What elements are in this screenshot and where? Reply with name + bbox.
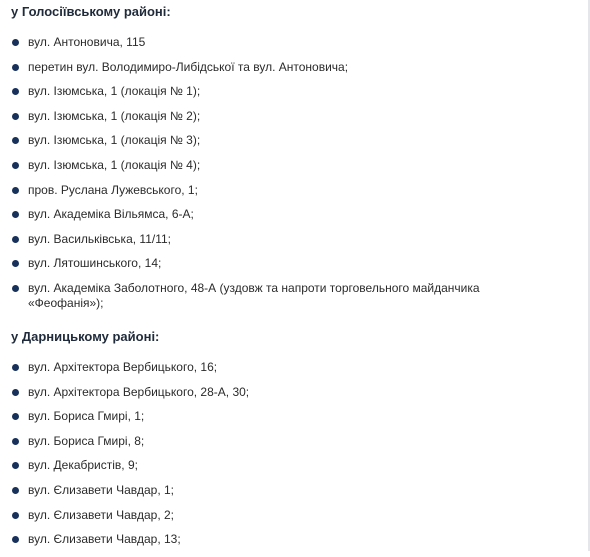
list-item <box>0 207 588 232</box>
list-item <box>0 508 588 533</box>
list-item <box>0 532 588 557</box>
bullet-icon <box>12 536 19 543</box>
address-text: пров. Руслана Лужевського, 1; <box>28 182 198 197</box>
list-item <box>0 434 588 459</box>
bullet-icon <box>12 285 19 292</box>
bullet-icon <box>12 512 19 519</box>
address-text: вул. Архітектора Вербицького, 28-А, 30; <box>28 384 250 399</box>
address-text: вул. Ізюмська, 1 (локація № 2); <box>28 108 201 123</box>
bullet-icon <box>12 389 19 396</box>
list-item <box>0 409 588 434</box>
address-text: вул. Архітектора Вербицького, 16; <box>28 360 218 374</box>
bullet-icon <box>12 137 19 144</box>
address-text: вул. Бориса Гмирі, 8; <box>28 433 145 448</box>
bullet-icon <box>12 364 19 371</box>
bullet-icon <box>12 462 19 469</box>
bullet-icon <box>12 39 19 46</box>
address-text: вул. Антоновича, 115 <box>28 35 146 49</box>
address-text: вул. Лятошинського, 14; <box>28 256 162 271</box>
list-item <box>0 360 588 385</box>
address-text: вул. Бориса Гмирі, 1; <box>28 409 145 424</box>
bullet-icon <box>12 187 19 194</box>
address-text: вул. Васильківська, 11/11; <box>28 231 171 246</box>
address-text: вул. Єлизавети Чавдар, 1; <box>28 482 175 497</box>
list-item <box>0 458 588 483</box>
list-item <box>0 256 588 281</box>
bullet-icon <box>12 88 19 95</box>
list-item <box>0 158 588 183</box>
district-heading-holosiivskyi: у Голосіївському районі: <box>11 4 171 19</box>
address-text: вул. Ізюмська, 1 (локація № 1); <box>28 84 201 99</box>
list-item <box>0 35 588 60</box>
list-item <box>0 133 588 158</box>
address-text: вул. Ізюмська, 1 (локація № 3); <box>28 133 201 148</box>
address-text: вул. Ізюмська, 1 (локація № 4); <box>28 157 201 172</box>
address-text: вул. Академіка Вільямса, 6-А; <box>28 207 194 222</box>
list-item <box>0 232 588 257</box>
bullet-icon <box>12 413 19 420</box>
bullet-icon <box>12 260 19 267</box>
address-text: вул. Академіка Заболотного, 48-А (уздовж та напроти торговельного майданчика «Феофанія»); <box>28 280 480 310</box>
address-list-holosiivskyi <box>0 35 588 321</box>
list-item <box>0 183 588 208</box>
district-heading-darnytskyi: у Дарницькому районі: <box>11 329 160 344</box>
list-item <box>0 84 588 109</box>
bullet-icon <box>12 211 19 218</box>
bullet-icon <box>12 487 19 494</box>
bullet-icon <box>12 236 19 243</box>
bullet-icon <box>12 64 19 71</box>
list-item <box>0 483 588 508</box>
bullet-icon <box>12 113 19 120</box>
list-item <box>0 281 588 321</box>
address-list-darnytskyi <box>0 360 588 557</box>
address-text: вул. Декабристів, 9; <box>28 458 138 473</box>
bullet-icon <box>12 162 19 169</box>
list-item <box>0 385 588 410</box>
address-text: перетин вул. Володимиро-Либідської та вул. Антоновича; <box>28 59 349 74</box>
address-text: вул. Єлизавети Чавдар, 2; <box>28 507 175 522</box>
list-item <box>0 109 588 134</box>
list-item <box>0 60 588 85</box>
address-text: вул. Єлизавети Чавдар, 13; <box>28 532 181 547</box>
bullet-icon <box>12 438 19 445</box>
